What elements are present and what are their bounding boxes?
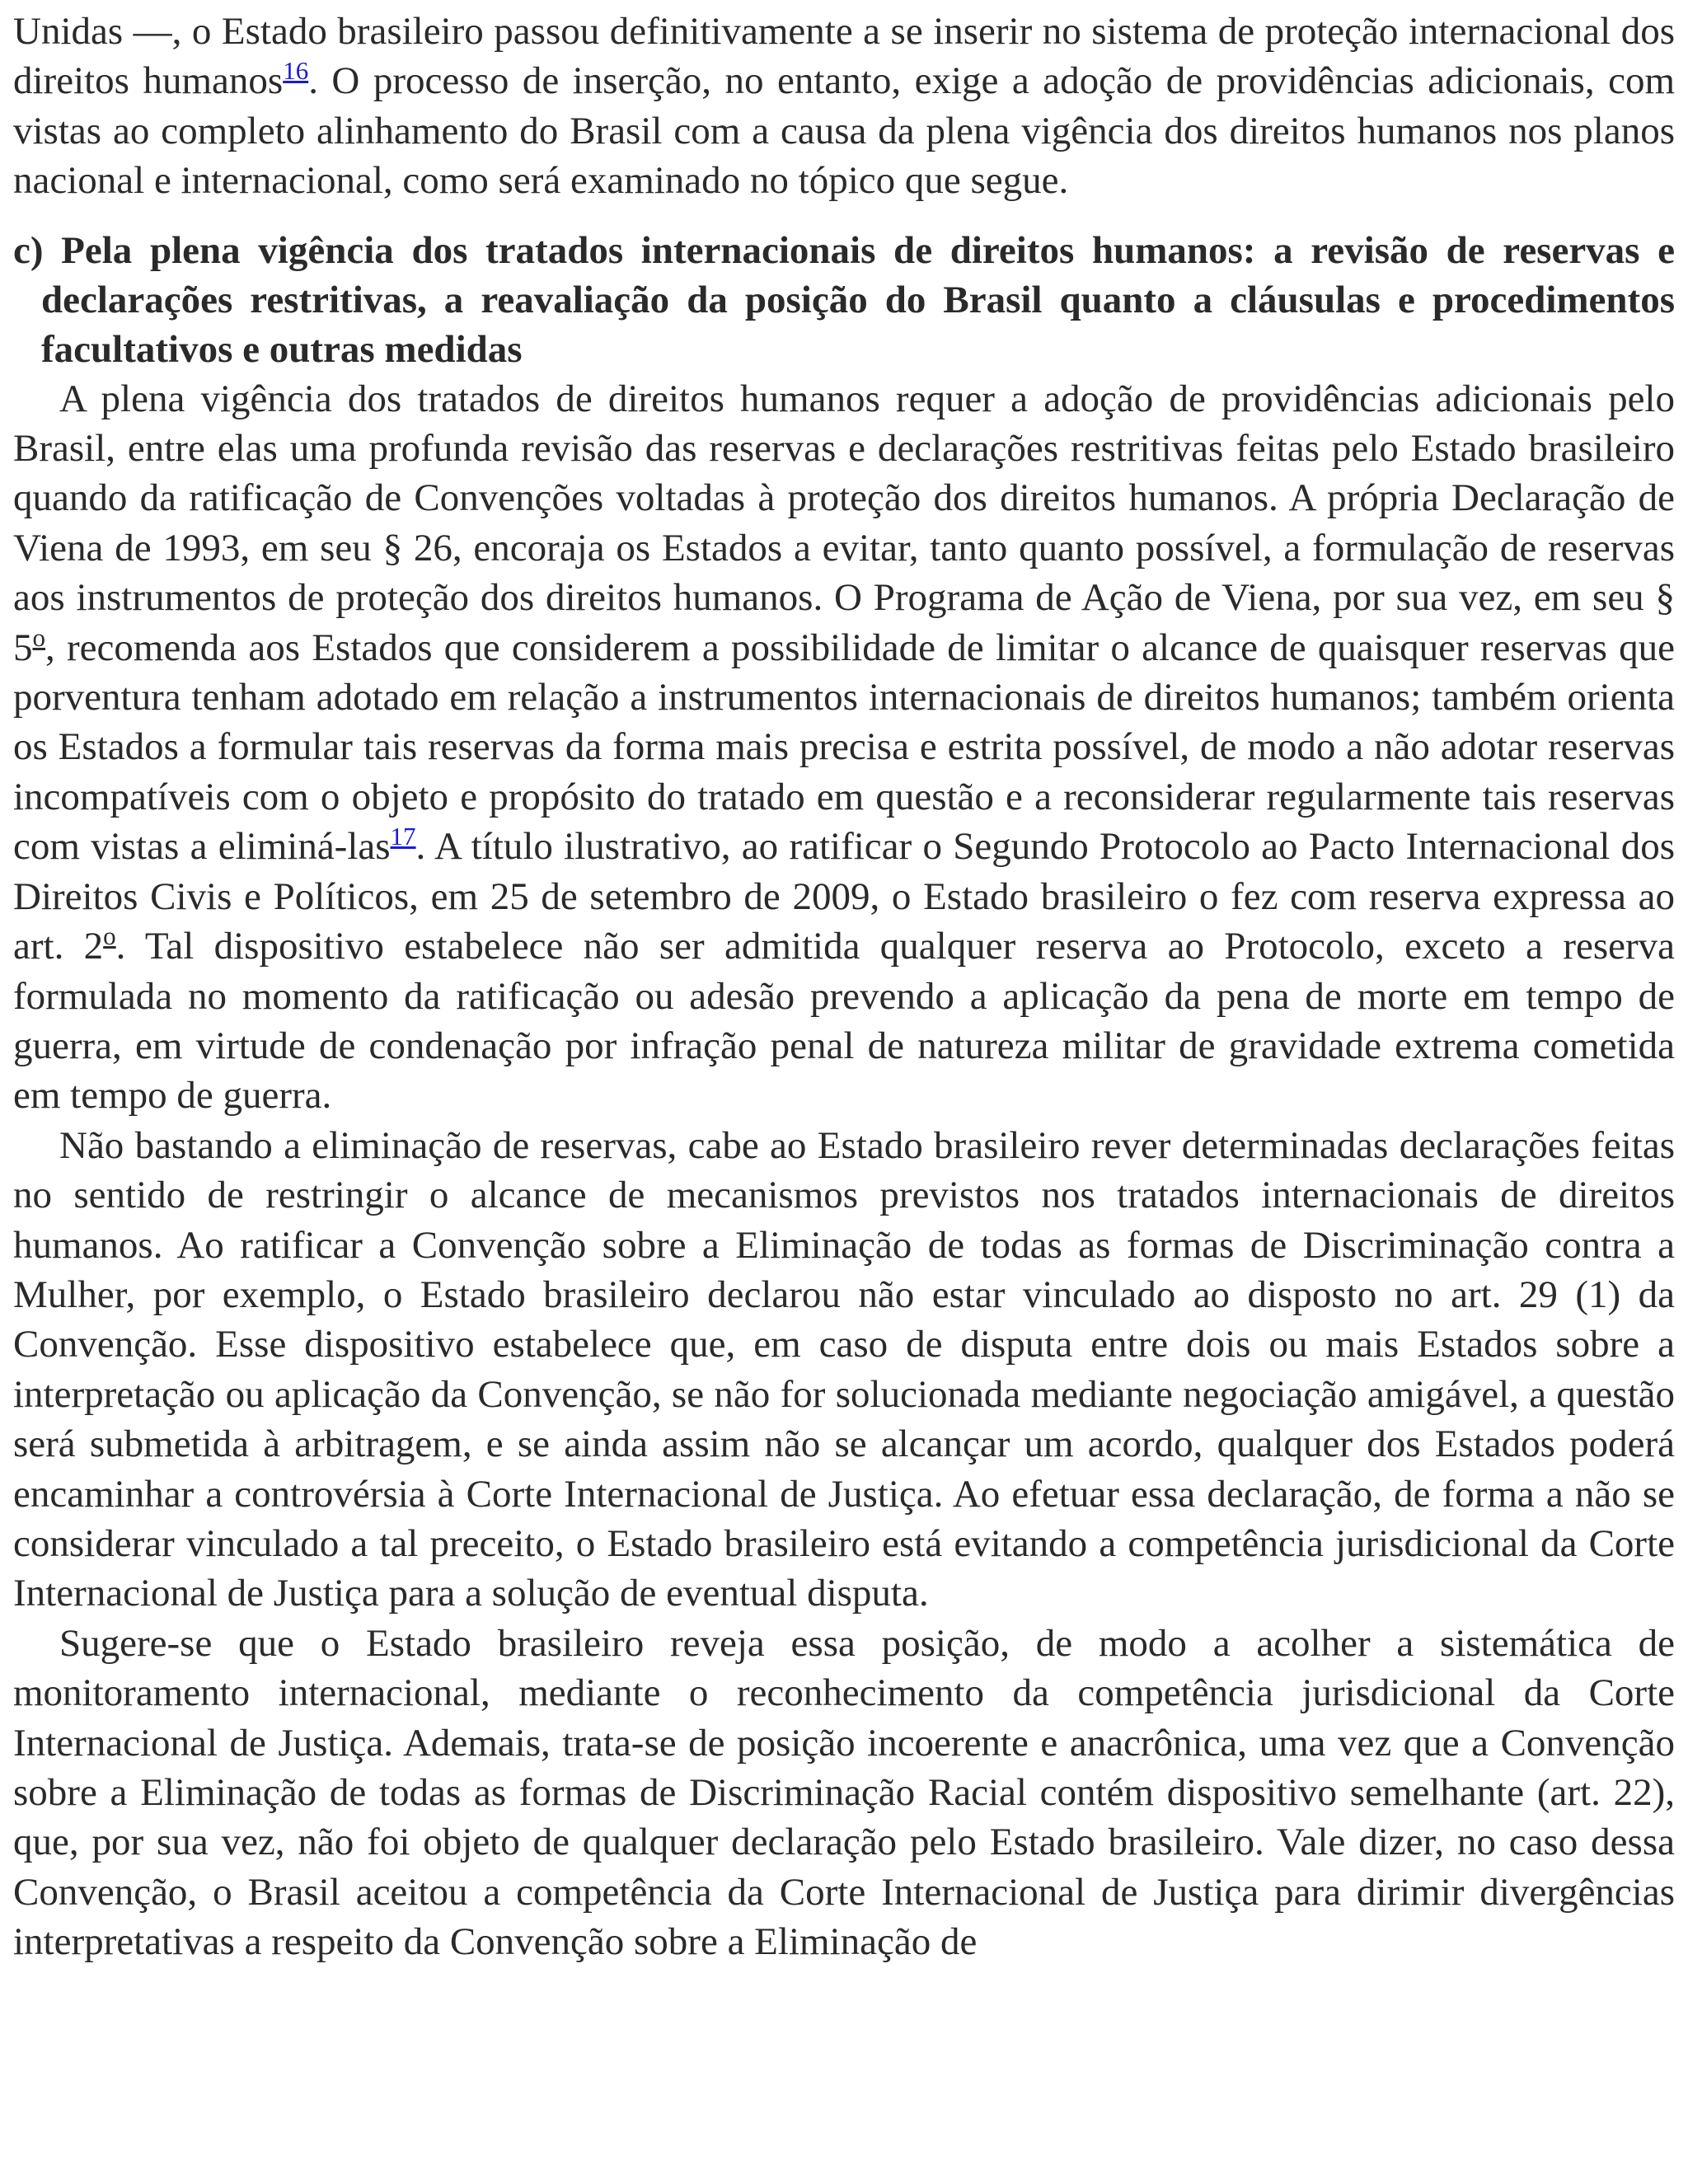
paragraph-text: . O processo de inserção, no entanto, exige a adoção de providências adicionais, com vistas ao completo alinhamento do Brasil com a causa da plena vigência dos direitos humanos nos planos nacional e internacional, como será examinado no tópico que segue. <box>13 59 1675 203</box>
footnote-link-16[interactable]: 16 <box>283 56 309 86</box>
paragraph-reservations <box>13 374 1675 1121</box>
footnote-link-17[interactable]: 17 <box>390 822 416 851</box>
paragraph-text: . Tal dispositivo estabelece não ser admitida qualquer reserva ao Protocolo, exceto a reserva formulada no momento da ratificação ou adesão prevendo a aplicação da pena de morte em tempo de guerra, em virtude de condenação por infração penal de natureza militar de gravidade extrema cometida em tempo de guerra. <box>13 925 1675 1118</box>
paragraph-text: . A título ilustrativo, ao ratificar o Segundo Protocolo ao Pacto Internacional dos Direitos Civis e Políticos, em 25 de setembro de 2009, o Estado brasileiro o fez com reserva expressa ao art. 2 <box>13 825 1675 968</box>
section-heading: c) Pela plena vigência dos tratados internacionais de direitos humanos: a revisão de reservas e declarações restritivas, a reavaliação da posição do Brasil quanto a cláusulas e procedimentos facultativos e outras medidas <box>13 228 1675 371</box>
paragraph-continued <box>13 7 1675 206</box>
paragraph-text: Unidas —, o Estado brasileiro passou definitivamente a se inserir no sistema de proteção internacional dos direitos humanos <box>13 10 1675 103</box>
ordinal-indicator: o <box>103 921 116 951</box>
paragraph-text: A plena vigência dos tratados de direitos humanos requer a adoção de providências adicionais pelo Brasil, entre elas uma profunda revisão das reservas e declarações restritivas feitas pelo Estado brasileiro quando da ratificação de Convenções voltadas à proteção dos direitos humanos. A própria Declaração de Viena de 1993, em seu § 26, encoraja os Estados a evitar, tanto quanto possível, a formulação de reservas aos instrumentos de proteção dos direitos humanos. O Programa de Ação de Viena, por sua vez, em seu § 5 <box>13 377 1675 669</box>
document-body <box>13 7 1675 1967</box>
paragraph-text: , recomenda aos Estados que considerem a possibilidade de limitar o alcance de quaisquer reservas que porventura tenham adotado em relação a instrumentos internacionais de direitos humanos; também orienta os Estados a formular tais reservas da forma mais precisa e estrita possível, de modo a não adotar reservas incompatíveis com o objeto e propósito do tratado em questão e a reconsiderar regularmente tais reservas com vistas a eliminá-las <box>13 626 1675 869</box>
paragraph-suggestion: Sugere-se que o Estado brasileiro reveja essa posição, de modo a acolher a sistemática de monitoramento internacional, mediante o reconhecimento da competência jurisdicional da Corte Internacional de Justiça. Ademais, trata-se de posição incoerente e anacrônica, uma vez que a Convenção sobre a Eliminação de todas as formas de Discriminação Racial contém dispositivo semelhante (art. 22), que, por sua vez, não foi objeto de qualquer declaração pelo Estado brasileiro. Vale dizer, no caso dessa Convenção, o Brasil aceitou a competência da Corte Internacional de Justiça para dirimir divergências interpretativas a respeito da Convenção sobre a Eliminação de <box>13 1621 1675 1964</box>
paragraph-declarations: Não bastando a eliminação de reservas, cabe ao Estado brasileiro rever determinadas declarações feitas no sentido de restringir o alcance de mecanismos previstos nos tratados internacionais de direitos humanos. Ao ratificar a Convenção sobre a Eliminação de todas as formas de Discriminação contra a Mulher, por exemplo, o Estado brasileiro declarou não estar vinculado ao disposto no art. 29 (1) da Convenção. Esse dispositivo estabelece que, em caso de disputa entre dois ou mais Estados sobre a interpretação ou aplicação da Convenção, se não for solucionada mediante negociação amigável, a questão será submetida à arbitragem, e se ainda assim não se alcançar um acordo, qualquer dos Estados poderá encaminhar a controvérsia à Corte Internacional de Justiça. Ao efetuar essa declaração, de forma a não se considerar vinculado a tal preceito, o Estado brasileiro está evitando a competência jurisdicional da Corte Internacional de Justiça para a solução de eventual disputa. <box>13 1123 1675 1615</box>
ordinal-indicator: o <box>32 622 45 652</box>
